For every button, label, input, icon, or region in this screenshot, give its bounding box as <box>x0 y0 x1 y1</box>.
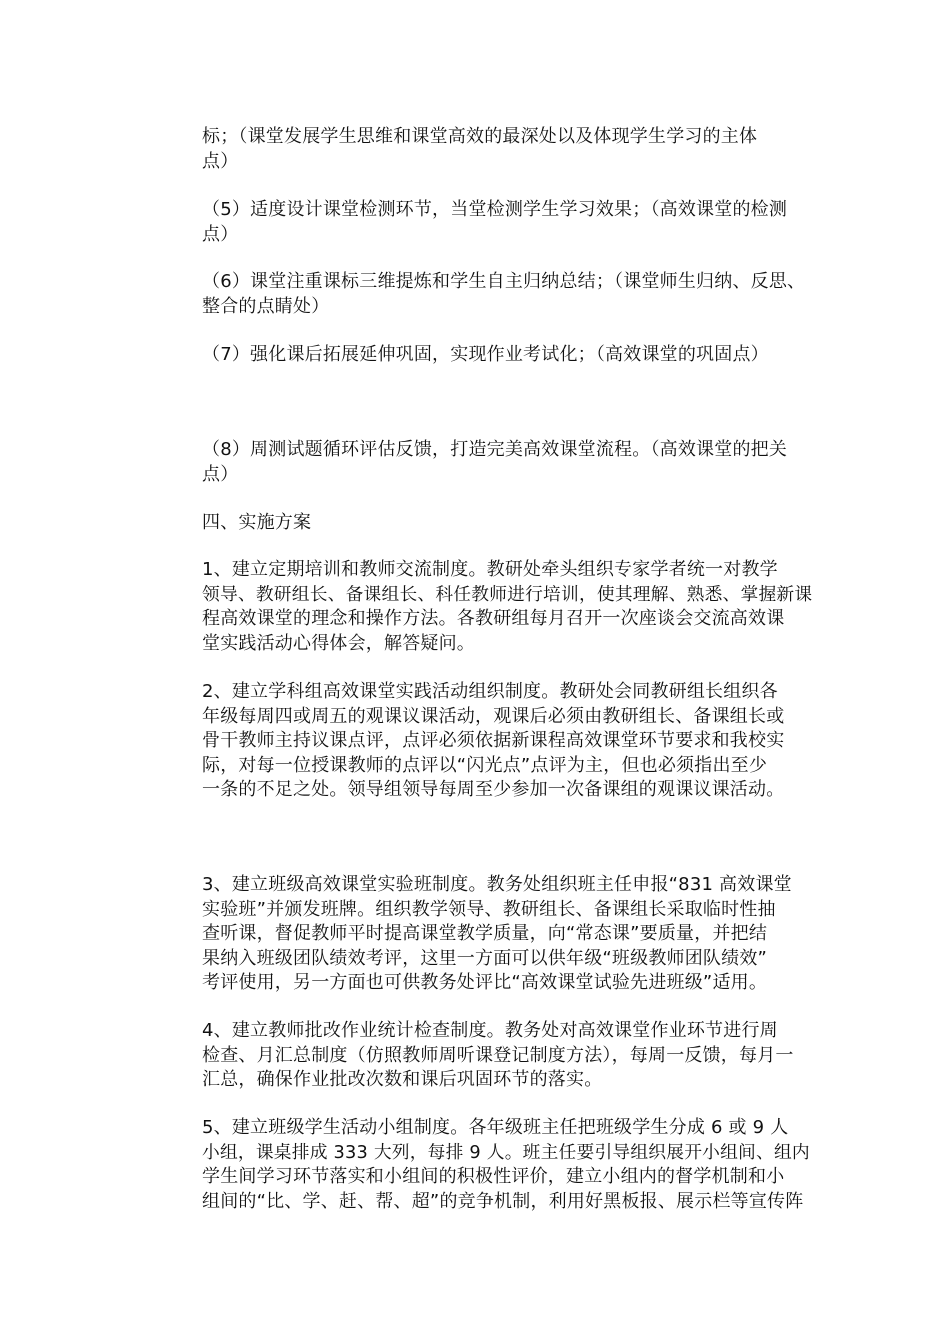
paragraph-3 <box>202 270 812 319</box>
paragraph-line: 堂实践活动心得体会，解答疑问。 <box>202 632 475 654</box>
paragraph-10 <box>202 1019 812 1093</box>
paragraph-line: 检查、月汇总制度（仿照教师周听课登记制度方法），每周一反馈，每月一 <box>202 1044 794 1066</box>
paragraph-line: 汇总，确保作业批改次数和课后巩固环节的落实。 <box>202 1069 603 1090</box>
paragraph-line: 2、建立学科组高效课堂实践活动组织制度。教研处会同教研组长组织各 <box>202 681 778 702</box>
paragraph-line: 程高效课堂的理念和操作方法。各教研组每月召开一次座谈会交流高效课 <box>202 608 785 629</box>
paragraph-line: 点） <box>202 150 239 172</box>
paragraph-line: 3、建立班级高效课堂实验班制度。教务处组织班主任申报“831 高效课堂 <box>202 874 792 895</box>
paragraph-line: 一条的不足之处。领导组领导每周至少参加一次备课组的观课议课活动。 <box>202 779 785 800</box>
paragraph-line: 5、建立班级学生活动小组制度。各年级班主任把班级学生分成 6 或 9 人 <box>202 1117 789 1138</box>
paragraph-line: 实验班”并颁发班牌。组织教学领导、教研组长、备课组长采取临时性抽 <box>202 898 776 920</box>
paragraph-8 <box>202 680 812 803</box>
paragraph-2 <box>202 198 812 247</box>
paragraph-line: 整合的点睛处） <box>202 295 330 317</box>
paragraph-line: 点） <box>202 463 239 485</box>
paragraph-line: 4、建立教师批改作业统计检查制度。教务处对高效课堂作业环节进行周 <box>202 1020 778 1041</box>
paragraph-1 <box>202 125 812 174</box>
paragraph-line: （6）课堂注重课标三维提炼和学生自主归纳总结；（课堂师生归纳、反思、 <box>202 271 806 292</box>
paragraph-line: 骨干教师主持议课点评，点评必须依据新课程高效课堂环节要求和我校实 <box>202 730 785 751</box>
paragraph-line: 点） <box>202 223 239 245</box>
paragraph-line: 年级每周四或周五的观课议课活动，观课后必须由教研组长、备课组长或 <box>202 705 785 727</box>
paragraph-9 <box>202 873 812 996</box>
paragraph-line: （7）强化课后拓展延伸巩固，实现作业考试化；（高效课堂的巩固点） <box>202 344 769 365</box>
paragraph-line: 果纳入班级团队绩效考评，这里一方面可以供年级“班级教师团队绩效” <box>202 947 768 969</box>
paragraph-line: 组间的“比、学、赶、帮、超”的竞争机制，利用好黑板报、展示栏等宣传阵 <box>202 1190 804 1212</box>
paragraph-4 <box>202 343 812 368</box>
section-heading <box>202 511 812 536</box>
paragraph-7 <box>202 558 812 656</box>
paragraph-line: 小组，课桌排成 333 大列，每排 9 人。班主任要引导组织展开小组间、组内 <box>202 1142 810 1163</box>
paragraph-line: 学生间学习环节落实和小组间的积极性评价，建立小组内的督学机制和小 <box>202 1166 785 1187</box>
paragraph-5 <box>202 438 812 487</box>
paragraph-line: 四、实施方案 <box>202 512 312 533</box>
paragraph-line: （8）周测试题循环评估反馈，打造完美高效课堂流程。（高效课堂的把关 <box>202 439 788 460</box>
paragraph-line: 领导、教研组长、备课组长、科任教师进行培训，使其理解、熟悉、掌握新课 <box>202 584 813 605</box>
paragraph-line: 查听课，督促教师平时提高课堂教学质量，向“常态课”要质量，并把结 <box>202 923 768 944</box>
paragraph-line: 考评使用，另一方面也可供教务处评比“高效课堂试验先进班级”适用。 <box>202 972 768 993</box>
paragraph-line: （5）适度设计课堂检测环节，当堂检测学生学习效果；（高效课堂的检测 <box>202 199 788 220</box>
paragraph-11 <box>202 1116 812 1214</box>
paragraph-line: 标；（课堂发展学生思维和课堂高效的最深处以及体现学生学习的主体 <box>202 126 758 147</box>
paragraph-line: 1、建立定期培训和教师交流制度。教研处牵头组织专家学者统一对教学 <box>202 559 778 580</box>
paragraph-line: 际，对每一位授课教师的点评以“闪光点”点评为主，但也必须指出至少 <box>202 754 768 776</box>
